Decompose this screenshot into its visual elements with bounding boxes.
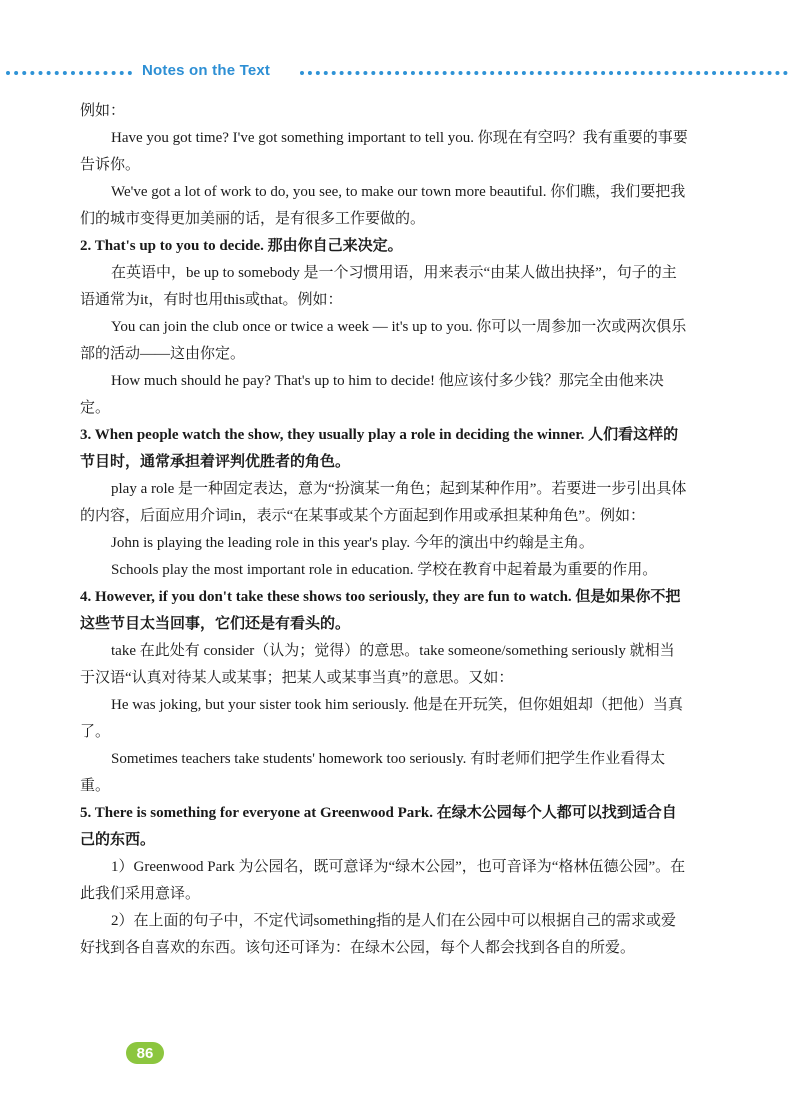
- note-explanation: 2）在上面的句子中，不定代词something指的是人们在公园中可以根据自己的需求或爱好找到各自喜欢的东西。该句还可译为：在绿木公园，每个人都会找到各自的所爱。: [80, 913, 677, 956]
- header-dots-left: [6, 71, 132, 75]
- example-label: 例如：: [80, 103, 126, 119]
- note-heading-5: 5. There is something for everyone at Greenwood Park. 在绿木公园每个人都可以找到适合自己的东西。: [80, 805, 677, 848]
- note-explanation: take 在此处有 consider（认为；觉得）的意思。take someone/something seriously 就相当于汉语“认真对待某人或某事；把某人或某事当真”的意思。又如：: [80, 643, 675, 686]
- example-sentence: We've got a lot of work to do, you see, to make our town more beautiful. 你们瞧，我们要把我们的城市变得更加美丽的话，是有很多工作要做的。: [80, 184, 686, 227]
- example-sentence: John is playing the leading role in this year's play. 今年的演出中约翰是主角。: [111, 535, 594, 551]
- section-header: [0, 62, 800, 84]
- page-number-badge: [126, 1042, 164, 1064]
- example-sentence: Have you got time? I've got something important to tell you. 你现在有空吗？我有重要的事要告诉你。: [80, 130, 688, 173]
- example-sentence: Schools play the most important role in education. 学校在教育中起着最为重要的作用。: [111, 562, 658, 578]
- example-sentence: He was joking, but your sister took him seriously. 他是在开玩笑，但你姐姐却（把他）当真了。: [80, 697, 683, 740]
- section-title: Notes on the Text: [142, 62, 271, 79]
- note-explanation: play a role 是一种固定表达，意为“扮演某一角色；起到某种作用”。若要进一步引出具体的内容，后面应用介词in，表示“在某事或某个方面起到作用或承担某种角色”。例如：: [80, 481, 687, 524]
- example-sentence: You can join the club once or twice a week — it's up to you. 你可以一周参加一次或两次俱乐部的活动——这由你定。: [80, 319, 687, 362]
- page-number: 86: [136, 1044, 154, 1062]
- example-sentence: How much should he pay? That's up to him to decide! 他应该付多少钱？那完全由他来决定。: [80, 373, 664, 416]
- note-explanation: 在英语中，be up to somebody 是一个习惯用语，用来表示“由某人做出抉择”，句子的主语通常为it，有时也用this或that。例如：: [80, 265, 677, 308]
- notes-body: [80, 98, 688, 962]
- header-dots-right: [300, 71, 788, 75]
- note-heading-4: 4. However, if you don't take these shows too seriously, they are fun to watch. 但是如果你不把这些节目太当回事，它们还是有看头的。: [80, 589, 681, 632]
- note-explanation: 1）Greenwood Park 为公园名，既可意译为“绿木公园”，也可音译为“格林伍德公园”。在此我们采用意译。: [80, 859, 686, 902]
- note-heading-3: 3. When people watch the show, they usually play a role in deciding the winner. 人们看这样的节目时，通常承担着评判优胜者的角色。: [80, 427, 679, 470]
- note-heading-2: 2. That's up to you to decide. 那由你自己来决定。: [80, 238, 403, 254]
- example-sentence: Sometimes teachers take students' homework too seriously. 有时老师们把学生作业看得太重。: [80, 751, 666, 794]
